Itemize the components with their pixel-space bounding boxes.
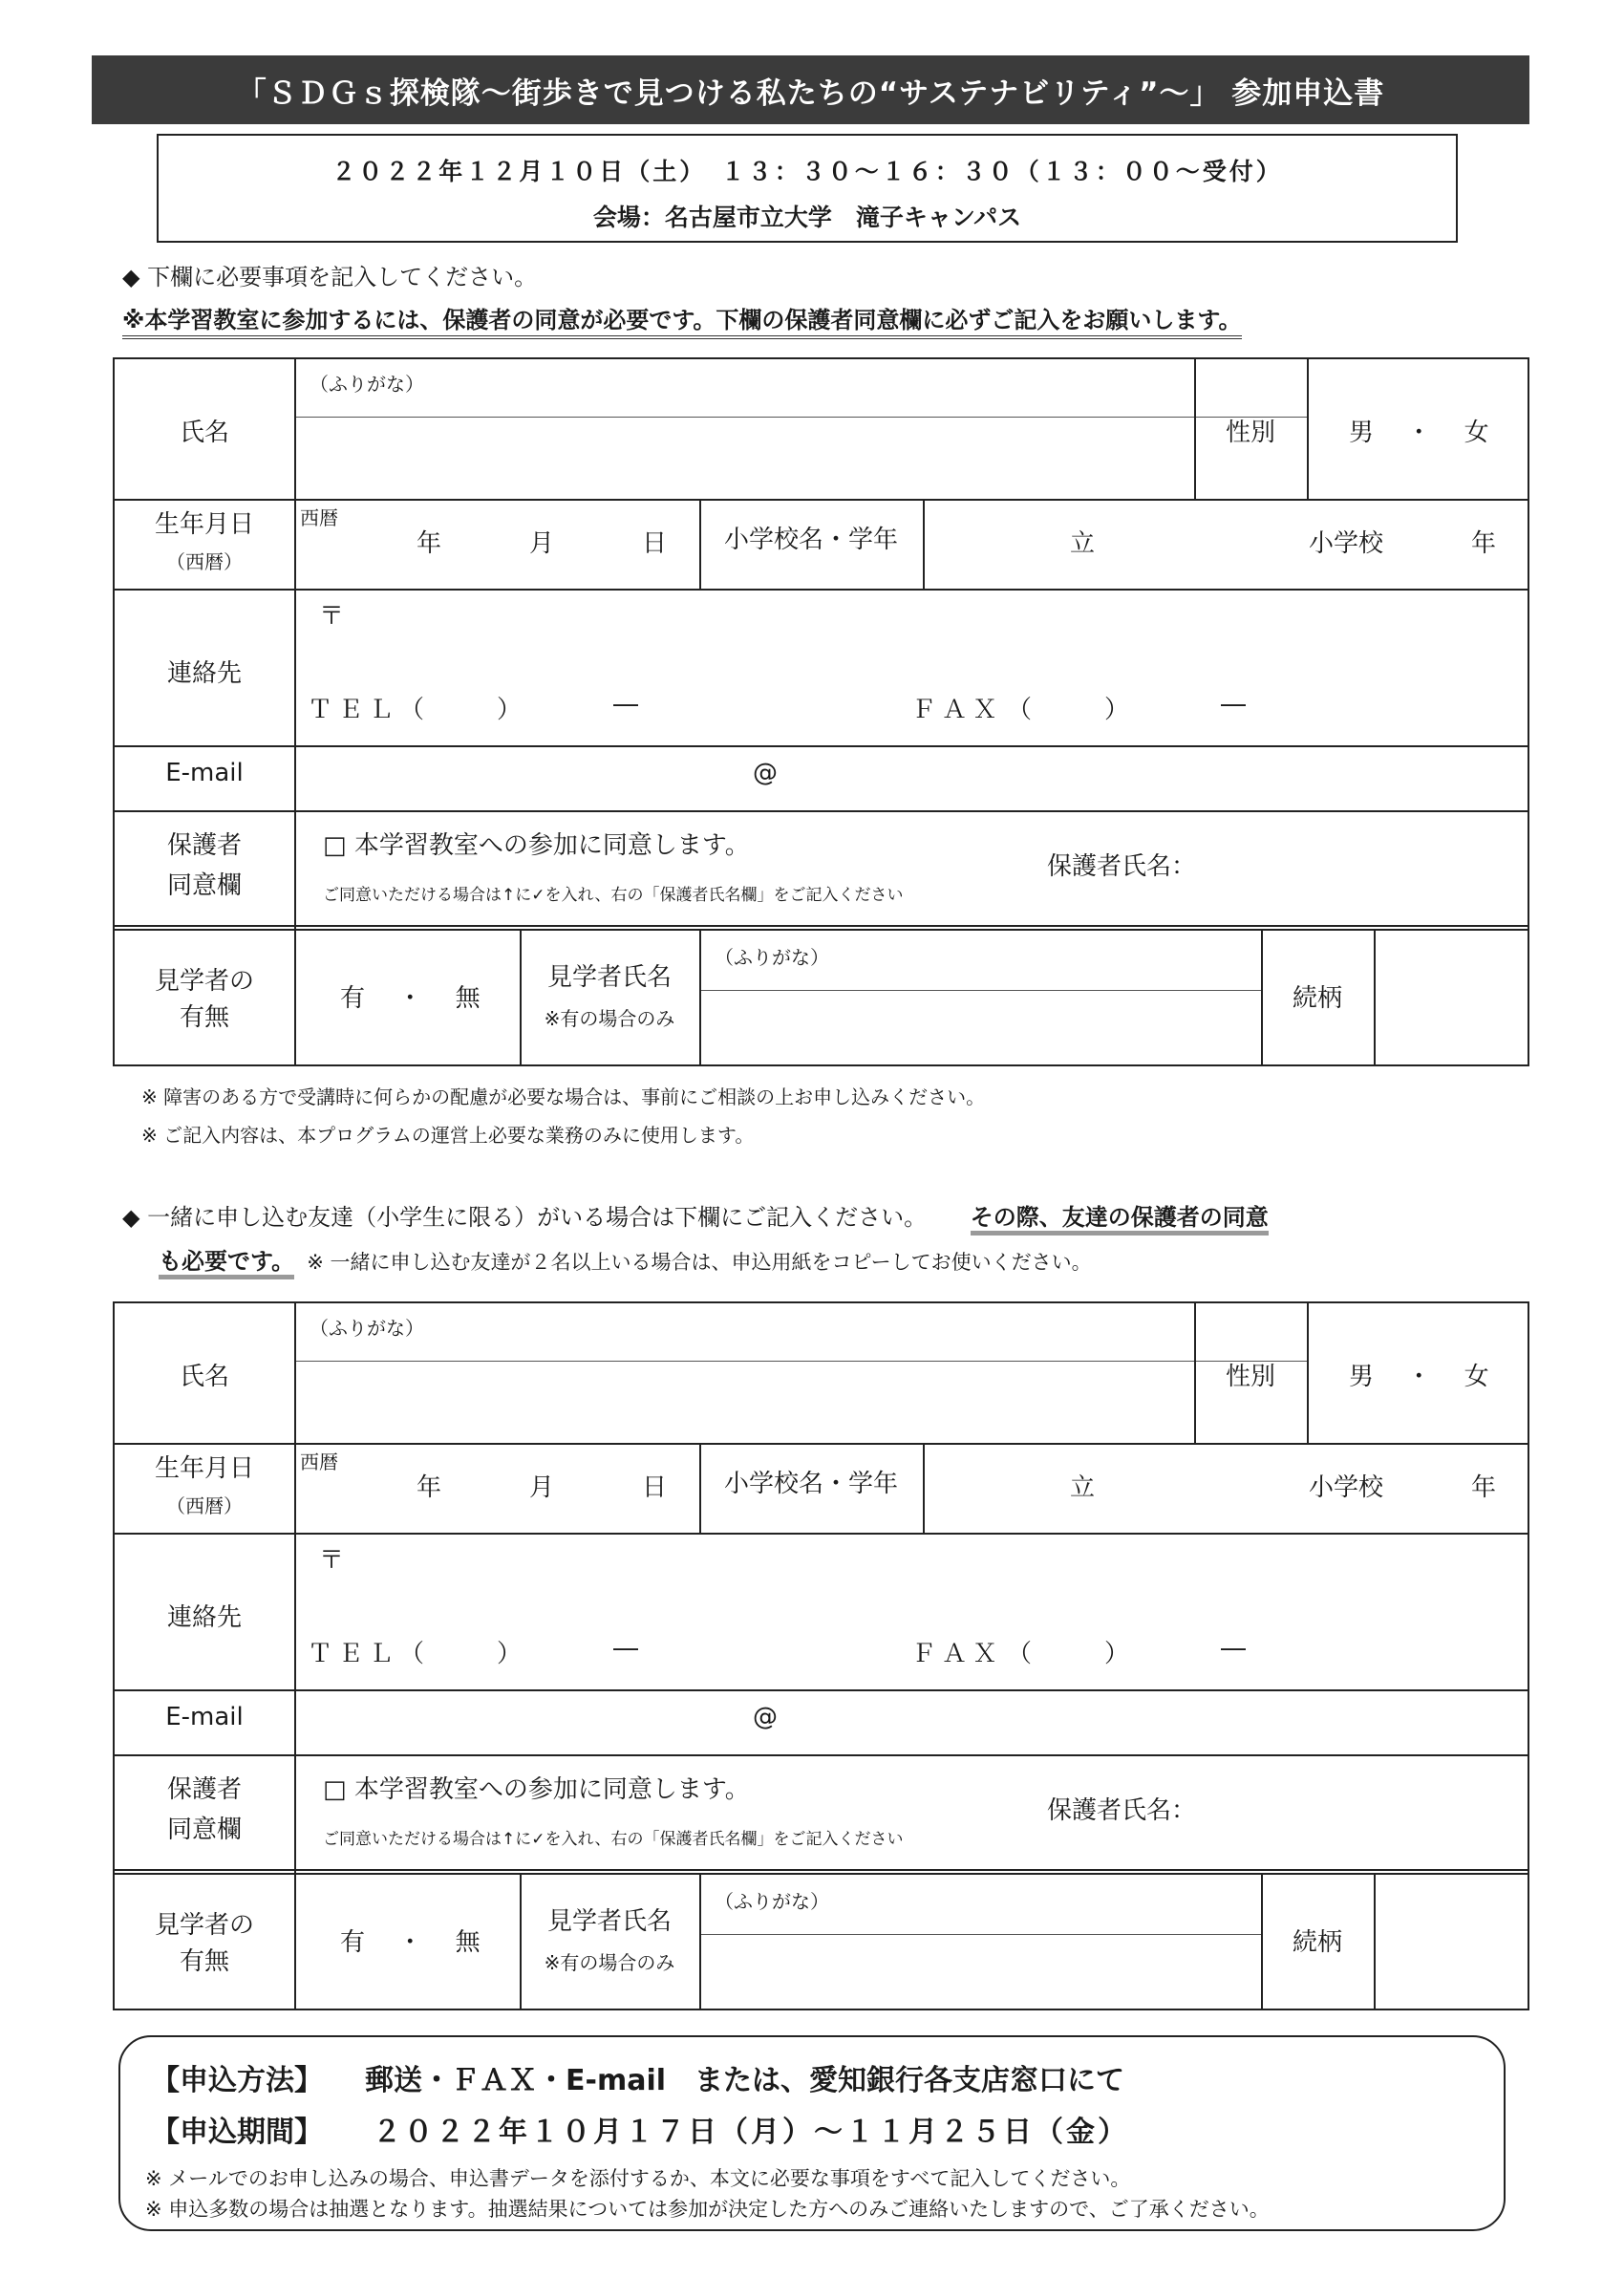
apply-method: 郵送・ＦＡＸ・E-mail または、愛知銀行各支店窓口にて [365,2064,1125,2097]
observer-no[interactable]: 無 [455,984,481,1013]
observer-options[interactable]: 有 ・ 無 [340,1928,481,1957]
bullet-icon: ◆ [122,1204,140,1231]
furigana-label: （ふりがな） [310,373,424,396]
school-grade-label: 小学校名・学年 [723,1470,898,1498]
observer-name-label: 見学者氏名 [546,963,672,992]
birthdate-input[interactable] [296,1445,699,1531]
fax-label: ＦＡＸ [911,696,1004,724]
event-info-box [157,134,1458,243]
friend-instruction-line2: も必要です。 ※ 一緒に申し込む友達が２名以上いる場合は、申込用紙をコピーしてお使いください。 [159,1242,1092,1276]
grade-year-label: 年 [1471,529,1497,558]
gender-male[interactable]: 男 [1349,1363,1375,1391]
at-mark: @ [753,759,778,787]
year-label: 年 [417,1473,442,1502]
note-accessibility: ※ 障害のある方で受講時に何らかの配慮が必要な場合は、事前にご相談の上お申し込みください。 [141,1085,986,1108]
bullet-icon: ◆ [122,264,140,290]
year-label: 年 [417,529,442,558]
observer-name-label: 見学者氏名 [546,1907,672,1936]
name-input[interactable] [296,1363,1192,1441]
observer-options[interactable]: 有 ・ 無 [340,984,481,1013]
name-label: 氏名 [179,419,229,447]
apply-note-lottery: ※ 申込多数の場合は抽選となります。抽選結果については参加が決定した方へのみご連絡いたしますので、ご了承ください。 [145,2198,1270,2221]
tel-input[interactable] [430,1632,736,1670]
birthdate-input[interactable] [296,501,699,587]
application-form-friend: 氏名 （ふりがな） 性別 男 ・ 女 生年月日 （西暦） 西暦 年 月 日 小学校名・学年 立 小学校 年 連絡先 〒 ＴＥＬ （ ） ― ＦＡＸ （ ） ― E-mail @ 保護者 同意欄 □ 本学習教室への参加に同意します。 ご同意いただける場合は↑に✓を入れ、右の「保護者氏名欄」をご記入ください 保護者氏名： 見学者の 有無 有 ・ 無 見学者氏名 ※有の場合のみ （ふりがな） 続柄 [113,1301,1529,2010]
relation-input[interactable] [1376,931,1529,1064]
friend-instruction-line1: ◆ 一緒に申し込む友達（小学生に限る）がいる場合は下欄にご記入ください。 その際、友達の保護者の同意 [122,1198,1269,1232]
apply-method-label: 【申込方法】 [151,2064,323,2097]
observer-yes[interactable]: 有 [340,984,366,1013]
tel-label: ＴＥＬ [308,1640,400,1668]
observer-furigana-label: （ふりがな） [715,946,829,969]
gender-options[interactable]: 男 ・ 女 [1349,1363,1489,1391]
shogakko-label: 小学校 [1309,1473,1384,1502]
guardian-label-1: 保護者 [166,1775,242,1804]
contact-label: 連絡先 [166,659,242,688]
postal-mark: 〒 [319,602,345,631]
gender-label: 性別 [1225,1363,1275,1391]
name-input[interactable] [296,419,1192,497]
fax-label: ＦＡＸ [911,1640,1004,1668]
day-label: 日 [642,1473,668,1502]
guardian-name-label: 保護者氏名： [1047,852,1197,881]
grade-year-label: 年 [1471,1473,1497,1502]
birthdate-sub-label: （西暦） [166,1494,243,1517]
seireki-label: 西暦 [300,1451,338,1473]
observer-only-note: ※有の場合のみ [544,1007,675,1030]
seireki-label: 西暦 [300,506,338,529]
relation-label: 続柄 [1292,1928,1342,1957]
gender-female[interactable]: 女 [1464,419,1489,447]
observer-yes[interactable]: 有 [340,1928,366,1957]
gender-male[interactable]: 男 [1349,419,1375,447]
consent-notice: ※本学習教室に参加するには、保護者の同意が必要です。下欄の保護者同意欄に必ずご記入をお願いします。 [122,301,1242,334]
tel-input[interactable] [430,688,736,726]
observer-only-note: ※有の場合のみ [544,1951,675,1974]
event-datetime: ２０２２年１２月１０日（土） １３：３０～１６：３０（１３：００～受付） [331,158,1283,185]
fax-input[interactable] [1037,688,1343,726]
contact-label: 連絡先 [166,1603,242,1632]
email-label: E-mail [165,759,244,787]
consent-instruction: ご同意いただける場合は↑に✓を入れ、右の「保護者氏名欄」をご記入ください [323,886,904,905]
month-label: 月 [529,529,555,558]
school-grade-input[interactable] [925,501,1529,587]
note-privacy: ※ ご記入内容は、本プログラムの運営上必要な業務のみに使用します。 [141,1124,755,1147]
day-label: 日 [642,529,668,558]
instruction-line [122,258,537,291]
shogakko-label: 小学校 [1309,529,1384,558]
application-form-main: 氏名 （ふりがな） 性別 男 ・ 女 生年月日 （西暦） 西暦 年 月 日 小学校名・学年 立 小学校 年 連絡先 〒 ＴＥＬ （ ） ― ＦＡＸ （ ） ― E-mail @ 保護者 同意欄 □ 本学習教室への参加に同意します。 ご同意いただける場合は↑に✓を入れ、右の「保護者氏名欄」をご記入ください 保護者氏名： 見学者の 有無 有 ・ 無 見学者氏名 ※有の場合のみ （ふりがな） 続柄 [113,357,1529,1066]
observer-label-1: 見学者の [154,967,254,996]
observer-label-2: 有無 [179,1003,229,1032]
page-title: 「ＳＤＧｓ探検隊～街歩きで見つける私たちの“サステナビリティ”～」 参加申込書 [92,55,1529,124]
email-input[interactable] [296,747,1529,808]
month-label: 月 [529,1473,555,1502]
guardian-name-label: 保護者氏名： [1047,1796,1197,1825]
email-input[interactable] [296,1691,1529,1752]
birthdate-sub-label: （西暦） [166,550,243,573]
observer-name-input[interactable] [701,1936,1261,2009]
birthdate-label: 生年月日 [154,510,254,539]
application-info-box [118,2035,1506,2231]
furigana-label: （ふりがな） [310,1317,424,1340]
ritsu-label: 立 [1070,1473,1096,1502]
observer-furigana-label: （ふりがな） [715,1890,829,1913]
guardian-label-2: 同意欄 [166,871,242,900]
apply-note-email: ※ メールでのお申し込みの場合、申込書データを添付するか、本文に必要な事項をすべて記入してください。 [145,2167,1131,2190]
consent-checkbox[interactable]: □ 本学習教室への参加に同意します。 [323,1775,750,1804]
email-label: E-mail [165,1703,244,1731]
observer-no[interactable]: 無 [455,1928,481,1957]
ritsu-label: 立 [1070,529,1096,558]
gender-label: 性別 [1225,419,1275,447]
guardian-name-input[interactable] [1204,827,1519,904]
guardian-label-2: 同意欄 [166,1816,242,1844]
observer-label-1: 見学者の [154,1911,254,1940]
birthdate-label: 生年月日 [154,1454,254,1483]
fax-input[interactable] [1037,1632,1343,1670]
apply-period: ２０２２年１０月１７日（月）～１１月２５日（金） [373,2116,1129,2149]
name-label: 氏名 [179,1363,229,1391]
school-grade-input[interactable] [925,1445,1529,1531]
school-grade-label: 小学校名・学年 [723,526,898,554]
postal-mark: 〒 [319,1546,345,1575]
guardian-name-input[interactable] [1204,1772,1519,1848]
tel-label: ＴＥＬ [308,696,400,724]
relation-input[interactable] [1376,1875,1529,2009]
guardian-label-1: 保護者 [166,831,242,860]
at-mark: @ [753,1703,778,1731]
address-input[interactable] [353,592,1519,650]
consent-checkbox[interactable]: □ 本学習教室への参加に同意します。 [323,831,750,860]
apply-period-label: 【申込期間】 [151,2116,323,2149]
observer-label-2: 有無 [179,1947,229,1976]
address-input[interactable] [353,1537,1519,1594]
consent-instruction: ご同意いただける場合は↑に✓を入れ、右の「保護者氏名欄」をご記入ください [323,1830,904,1849]
event-venue: 会場：名古屋市立大学 滝子キャンパス [592,204,1022,231]
gender-options[interactable]: 男 ・ 女 [1349,419,1489,447]
gender-female[interactable]: 女 [1464,1363,1489,1391]
instruction-text: 下欄に必要事項を記入してください。 [147,264,538,290]
observer-name-input[interactable] [701,992,1261,1064]
relation-label: 続柄 [1292,984,1342,1013]
